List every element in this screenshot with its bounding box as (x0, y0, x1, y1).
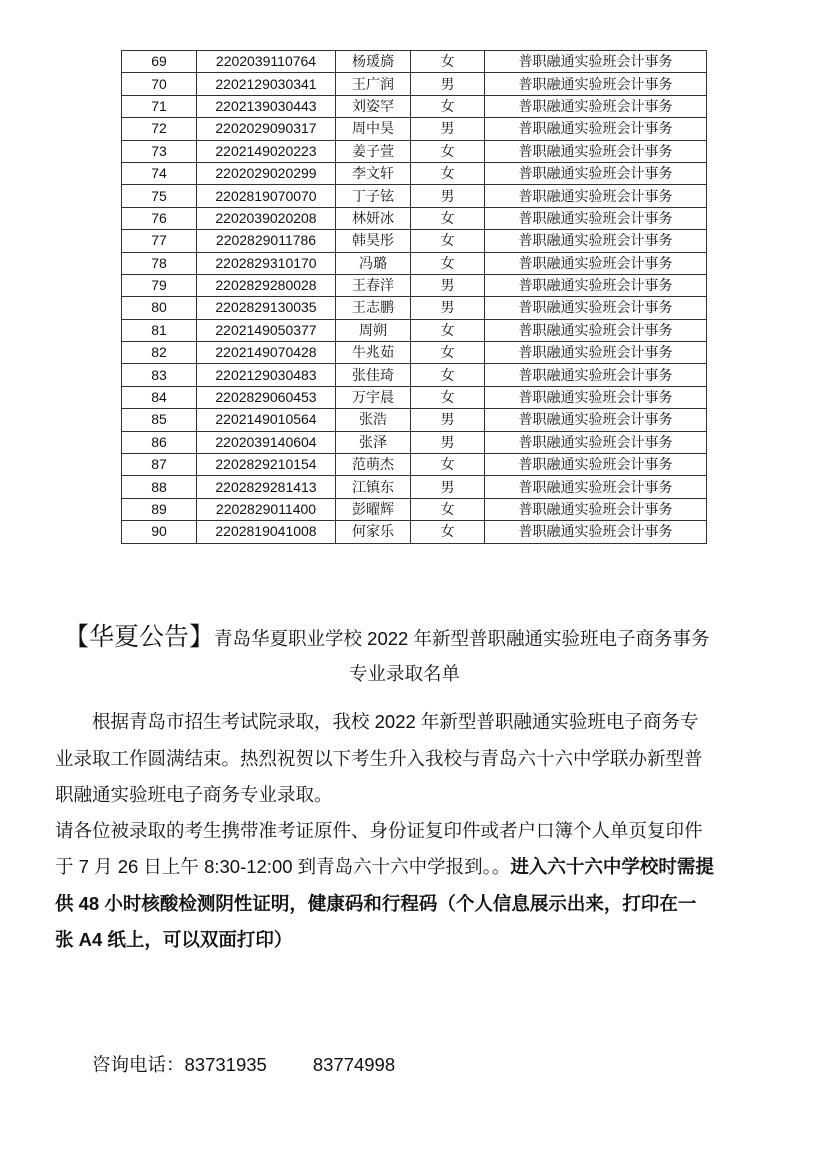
row-number-cell: 75 (122, 185, 197, 207)
program-cell: 普职融通实验班会计事务 (485, 230, 707, 252)
student-name-cell: 周朔 (336, 319, 411, 341)
notice-title-line2: 专业录取名单 (349, 663, 461, 684)
row-number-cell: 77 (122, 230, 197, 252)
gender-cell: 女 (411, 364, 485, 386)
table-row (122, 51, 707, 73)
gender-cell: 男 (411, 431, 485, 453)
program-cell: 普职融通实验班会计事务 (485, 73, 707, 95)
row-number-cell: 70 (122, 73, 197, 95)
program-cell: 普职融通实验班会计事务 (485, 409, 707, 431)
exam-id-cell: 2202029090317 (197, 118, 336, 140)
student-name-cell: 冯璐 (336, 252, 411, 274)
program-cell: 普职融通实验班会计事务 (485, 476, 707, 498)
table-row (122, 162, 707, 184)
row-number-cell: 90 (122, 521, 197, 543)
row-number-cell: 89 (122, 498, 197, 520)
table-row (122, 185, 707, 207)
exam-id-cell: 2202149050377 (197, 319, 336, 341)
table-row (122, 386, 707, 408)
table-row (122, 454, 707, 476)
program-cell: 普职融通实验班会计事务 (485, 207, 707, 229)
exam-id-cell: 2202039110764 (197, 51, 336, 73)
exam-id-cell: 2202829011400 (197, 498, 336, 520)
table-row (122, 252, 707, 274)
paragraph-2-line-4: 张 A4 纸上，可以双面打印） (55, 929, 293, 950)
program-cell: 普职融通实验班会计事务 (485, 454, 707, 476)
row-number-cell: 87 (122, 454, 197, 476)
student-name-cell: 王志鹏 (336, 297, 411, 319)
gender-cell: 女 (411, 162, 485, 184)
exam-id-cell: 2202149070428 (197, 342, 336, 364)
student-name-cell: 江镇东 (336, 476, 411, 498)
row-number-cell: 76 (122, 207, 197, 229)
row-number-cell: 74 (122, 162, 197, 184)
table-row (122, 230, 707, 252)
exam-id-cell: 2202139030443 (197, 95, 336, 117)
row-number-cell: 69 (122, 51, 197, 73)
student-name-cell: 何家乐 (336, 521, 411, 543)
row-number-cell: 82 (122, 342, 197, 364)
contact-label: 咨询电话： (92, 1054, 185, 1075)
table-row (122, 498, 707, 520)
student-name-cell: 牛兆茹 (336, 342, 411, 364)
exam-id-cell: 2202829210154 (197, 454, 336, 476)
program-cell: 普职融通实验班会计事务 (485, 521, 707, 543)
table-row (122, 319, 707, 341)
program-cell: 普职融通实验班会计事务 (485, 342, 707, 364)
row-number-cell: 73 (122, 140, 197, 162)
table-row (122, 431, 707, 453)
program-cell: 普职融通实验班会计事务 (485, 140, 707, 162)
row-number-cell: 80 (122, 297, 197, 319)
phone-2: 83774998 (312, 1054, 396, 1075)
row-number-cell: 84 (122, 386, 197, 408)
row-number-cell: 79 (122, 274, 197, 296)
gender-cell: 女 (411, 95, 485, 117)
program-cell: 普职融通实验班会计事务 (485, 297, 707, 319)
exam-id-cell: 2202129030341 (197, 73, 336, 95)
exam-id-cell: 2202829060453 (197, 386, 336, 408)
student-name-cell: 韩昊彤 (336, 230, 411, 252)
student-name-cell: 丁子铉 (336, 185, 411, 207)
student-name-cell: 张佳琦 (336, 364, 411, 386)
exam-id-cell: 2202039020208 (197, 207, 336, 229)
exam-id-cell: 2202829280028 (197, 274, 336, 296)
student-name-cell: 周中昊 (336, 118, 411, 140)
table-row (122, 95, 707, 117)
admission-table (121, 50, 707, 544)
exam-id-cell: 2202829011786 (197, 230, 336, 252)
student-name-cell: 范萌杰 (336, 454, 411, 476)
student-name-cell: 杨瑗旖 (336, 51, 411, 73)
student-name-cell: 王广润 (336, 73, 411, 95)
row-number-cell: 88 (122, 476, 197, 498)
table-row (122, 118, 707, 140)
gender-cell: 男 (411, 118, 485, 140)
gender-cell: 女 (411, 521, 485, 543)
student-name-cell: 王春洋 (336, 274, 411, 296)
exam-id-cell: 2202819041008 (197, 521, 336, 543)
exam-id-cell: 2202829310170 (197, 252, 336, 274)
table-row (122, 364, 707, 386)
exam-id-cell: 2202149010564 (197, 409, 336, 431)
row-number-cell: 85 (122, 409, 197, 431)
table-row (122, 409, 707, 431)
gender-cell: 女 (411, 386, 485, 408)
gender-cell: 男 (411, 409, 485, 431)
student-name-cell: 李文轩 (336, 162, 411, 184)
student-name-cell: 万宇晨 (336, 386, 411, 408)
program-cell: 普职融通实验班会计事务 (485, 386, 707, 408)
program-cell: 普职融通实验班会计事务 (485, 364, 707, 386)
notice-title (64, 617, 709, 653)
paragraph-2-line-3: 供 48 小时核酸检测阴性证明，健康码和行程码（个人信息展示出来，打印在一 (55, 893, 697, 914)
notice-tag: 【华夏公告】 (64, 623, 215, 651)
program-cell: 普职融通实验班会计事务 (485, 95, 707, 117)
paragraph-2-line-1: 请各位被录取的考生携带准考证原件、身份证复印件或者户口簿个人单页复印件 (55, 820, 703, 841)
exam-id-cell: 2202039140604 (197, 431, 336, 453)
exam-id-cell: 2202149020223 (197, 140, 336, 162)
exam-id-cell: 2202829281413 (197, 476, 336, 498)
phone-1: 83731935 (184, 1054, 267, 1075)
student-name-cell: 张泽 (336, 431, 411, 453)
paragraph-1-line-3: 职融通实验班电子商务专业录取。 (55, 784, 333, 805)
student-name-cell: 姜子萱 (336, 140, 411, 162)
row-number-cell: 78 (122, 252, 197, 274)
gender-cell: 女 (411, 319, 485, 341)
report-info: 于 7 月 26 日上午 8:30-12:00 到青岛六十六中学报到。。 (55, 856, 511, 877)
contact-phones (92, 1051, 395, 1077)
gender-cell: 女 (411, 252, 485, 274)
row-number-cell: 81 (122, 319, 197, 341)
program-cell: 普职融通实验班会计事务 (485, 51, 707, 73)
gender-cell: 男 (411, 297, 485, 319)
exam-id-cell: 2202819070070 (197, 185, 336, 207)
paragraph-2-line-2 (55, 853, 714, 879)
table-row (122, 207, 707, 229)
gender-cell: 女 (411, 454, 485, 476)
student-name-cell: 林妍冰 (336, 207, 411, 229)
table-row (122, 73, 707, 95)
table-row (122, 521, 707, 543)
table-row (122, 274, 707, 296)
requirement-text: 进入六十六中学校时需提 (510, 856, 714, 877)
student-name-cell: 刘姿罕 (336, 95, 411, 117)
exam-id-cell: 2202129030483 (197, 364, 336, 386)
notice-title-line1: 青岛华夏职业学校 2022 年新型普职融通实验班电子商务事务 (214, 628, 710, 649)
row-number-cell: 72 (122, 118, 197, 140)
program-cell: 普职融通实验班会计事务 (485, 274, 707, 296)
exam-id-cell: 2202029020299 (197, 162, 336, 184)
table-row (122, 297, 707, 319)
gender-cell: 男 (411, 274, 485, 296)
gender-cell: 女 (411, 230, 485, 252)
gender-cell: 女 (411, 342, 485, 364)
row-number-cell: 71 (122, 95, 197, 117)
table-row (122, 476, 707, 498)
table-row (122, 140, 707, 162)
program-cell: 普职融通实验班会计事务 (485, 431, 707, 453)
table-row (122, 342, 707, 364)
gender-cell: 女 (411, 51, 485, 73)
program-cell: 普职融通实验班会计事务 (485, 319, 707, 341)
row-number-cell: 86 (122, 431, 197, 453)
gender-cell: 男 (411, 476, 485, 498)
gender-cell: 女 (411, 140, 485, 162)
paragraph-1-line-1: 根据青岛市招生考试院录取，我校 2022 年新型普职融通实验班电子商务专 (92, 711, 699, 732)
program-cell: 普职融通实验班会计事务 (485, 252, 707, 274)
gender-cell: 男 (411, 185, 485, 207)
program-cell: 普职融通实验班会计事务 (485, 498, 707, 520)
exam-id-cell: 2202829130035 (197, 297, 336, 319)
row-number-cell: 83 (122, 364, 197, 386)
student-name-cell: 张浩 (336, 409, 411, 431)
paragraph-1-line-2: 业录取工作圆满结束。热烈祝贺以下考生升入我校与青岛六十六中学联办新型普 (55, 748, 703, 769)
student-name-cell: 彭曜辉 (336, 498, 411, 520)
program-cell: 普职融通实验班会计事务 (485, 162, 707, 184)
gender-cell: 女 (411, 498, 485, 520)
program-cell: 普职融通实验班会计事务 (485, 118, 707, 140)
gender-cell: 男 (411, 73, 485, 95)
gender-cell: 女 (411, 207, 485, 229)
program-cell: 普职融通实验班会计事务 (485, 185, 707, 207)
